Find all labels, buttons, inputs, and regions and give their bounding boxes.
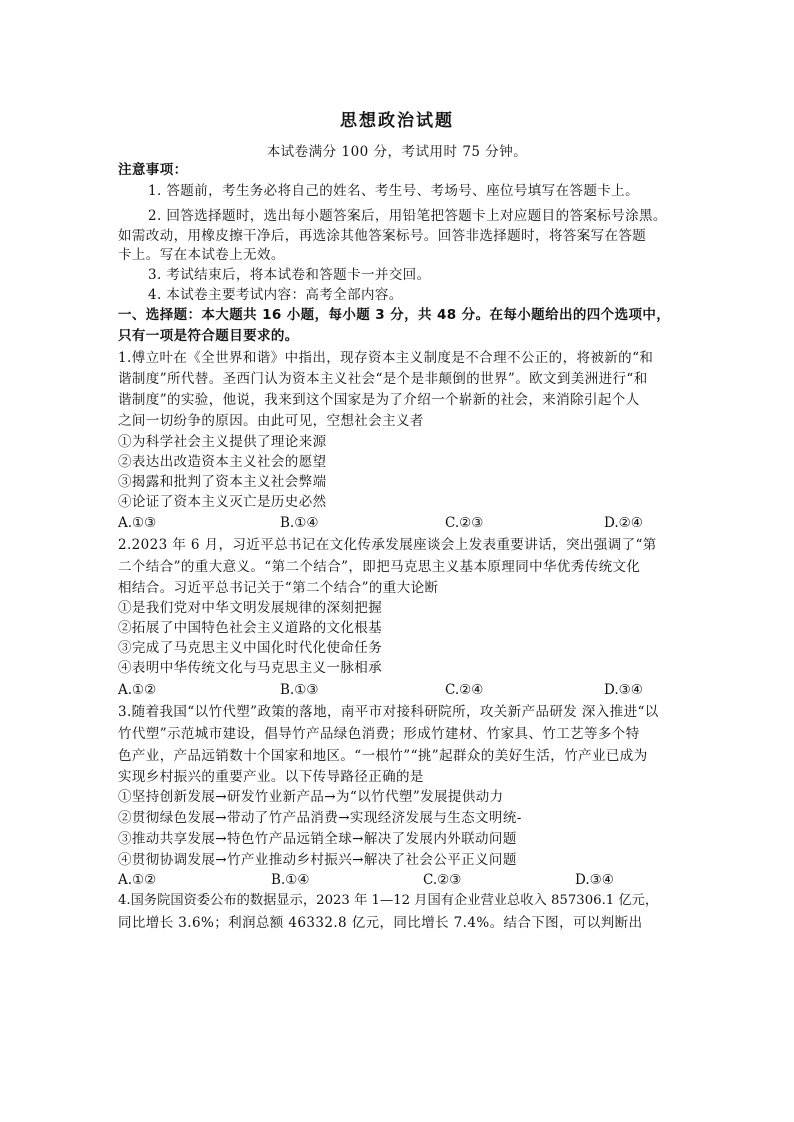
section-heading: 一、选择题：本大题共 16 小题，每小题 3 分，共 48 分。在每小题给出的四个选项中， (118, 307, 671, 323)
question-1-stem: 谐制度”所代替。圣西门认为资本主义社会“是个是非颠倒的世界”。欧文到美洲进行“和 (118, 371, 648, 387)
question-3-stem: 实现乡村振兴的重要产业。以下传导路径正确的是 (118, 769, 424, 785)
option-d: D.②④ (604, 515, 643, 531)
option-d: D.③④ (575, 872, 614, 888)
notes-heading: 注意事项： (118, 162, 188, 178)
question-1-options (118, 513, 680, 533)
question-3-item: ②贯彻绿色发展→带动了竹产品消费→实现经济发展与生态文明统- (118, 810, 522, 826)
note-line: 卡上。写在本试卷上无效。 (118, 247, 285, 263)
option-c: C.②④ (445, 682, 484, 698)
option-a: A.①③ (118, 515, 157, 531)
question-1-item: ③揭露和批判了资本主义社会弊端 (118, 474, 327, 490)
question-4-stem: 同比增长 3.6%；利润总额 46332.8 亿元，同比增长 7.4%。结合下图，可以判断出 (118, 915, 643, 931)
question-1-item: ④论证了资本主义灭亡是历史必然 (118, 494, 327, 510)
question-2-stem: 二个结合”的重大意义。“第二个结合”，即把马克思主义基本原理同中华优秀传统文化 (118, 559, 641, 575)
question-3-item: ③推动共享发展→特色竹产品远销全球→解决了发展内外联动问题 (118, 831, 517, 847)
section-heading: 只有一项是符合题目要求的。 (118, 328, 299, 344)
question-1-stem: 之间一切纷争的原因。由此可见，空想社会主义者 (118, 413, 424, 429)
option-b: B.①④ (271, 872, 310, 888)
question-2-item: ③完成了马克思主义中国化时代化使命任务 (118, 640, 383, 656)
page-title: 思想政治试题 (340, 111, 454, 131)
option-c: C.②③ (445, 515, 484, 531)
question-2-item: ②拓展了中国特色社会主义道路的文化根基 (118, 620, 383, 636)
question-2-stem: 相结合。习近平总书记关于“第二个结合”的重大论断 (118, 580, 439, 596)
note-line: 3. 考试结束后，将本试卷和答题卡一并交回。 (148, 267, 431, 283)
question-3-item: ①坚持创新发展→研发竹业新产品→为“以竹代塑”发展提供动力 (118, 789, 504, 805)
option-a: A.①② (118, 872, 157, 888)
question-1-item: ②表达出改造资本主义社会的愿望 (118, 454, 327, 470)
question-1-stem: 1.傅立叶在《全世界和谐》中指出，现存资本主义制度是不合理不公正的，将被新的“和 (118, 350, 654, 366)
question-3-item: ④贯彻协调发展→竹产业推动乡村振兴→解决了社会公平正义问题 (118, 852, 517, 868)
note-line: 1. 答题前，考生务必将自己的姓名、考生号、考场号、座位号填写在答题卡上。 (148, 183, 639, 199)
question-3-stem: 色产业，产品远销数十个国家和地区。“一根竹”“挑”起群众的美好生活，竹产业已成为 (118, 748, 648, 764)
question-3-stem: 3.随着我国“以竹代塑”政策的落地，南平市对接科研院所，攻关新产品研发 深入推进“以 (118, 704, 659, 720)
question-2-options (118, 680, 680, 700)
question-2-item: ①是我们党对中华文明发展规律的深刻把握 (118, 600, 383, 616)
question-3-stem: 竹代塑”示范城市建设，倡导竹产品绿色消费；形成竹建材、竹家具、竹工艺等多个特 (118, 726, 640, 742)
option-b: B.①③ (280, 682, 319, 698)
question-4-stem: 4.国务院国资委公布的数据显示，2023 年 1—12 月国有企业营业总收入 857306.1 亿元， (118, 893, 659, 908)
question-1-stem: 谐制度”的实验，他说，我来到这个国家是为了介绍一个崭新的社会，来消除引起个人 (118, 392, 640, 408)
option-b: B.①④ (280, 515, 319, 531)
note-line: 2. 回答选择题时，选出每小题答案后，用铅笔把答题卡上对应题目的答案标号涂黑。 (148, 208, 667, 224)
question-2-stem: 2.2023 年 6 月，习近平总书记在文化传承发展座谈会上发表重要讲话，突出强调了“第 (118, 537, 657, 553)
option-d: D.③④ (604, 682, 643, 698)
option-a: A.①② (118, 682, 157, 698)
option-c: C.②③ (423, 872, 462, 888)
note-line: 如需改动，用橡皮擦干净后，再选涂其他答案标号。回答非选择题时，将答案写在答题 (118, 228, 647, 244)
question-3-options (118, 870, 680, 890)
question-2-item: ④表明中华传统文化与马克思主义一脉相承 (118, 660, 383, 676)
note-line: 4. 本试卷主要考试内容：高考全部内容。 (148, 287, 403, 303)
exam-info: 本试卷满分 100 分，考试用时 75 分钟。 (266, 144, 528, 160)
question-1-item: ①为科学社会主义提供了理论来源 (118, 434, 327, 450)
